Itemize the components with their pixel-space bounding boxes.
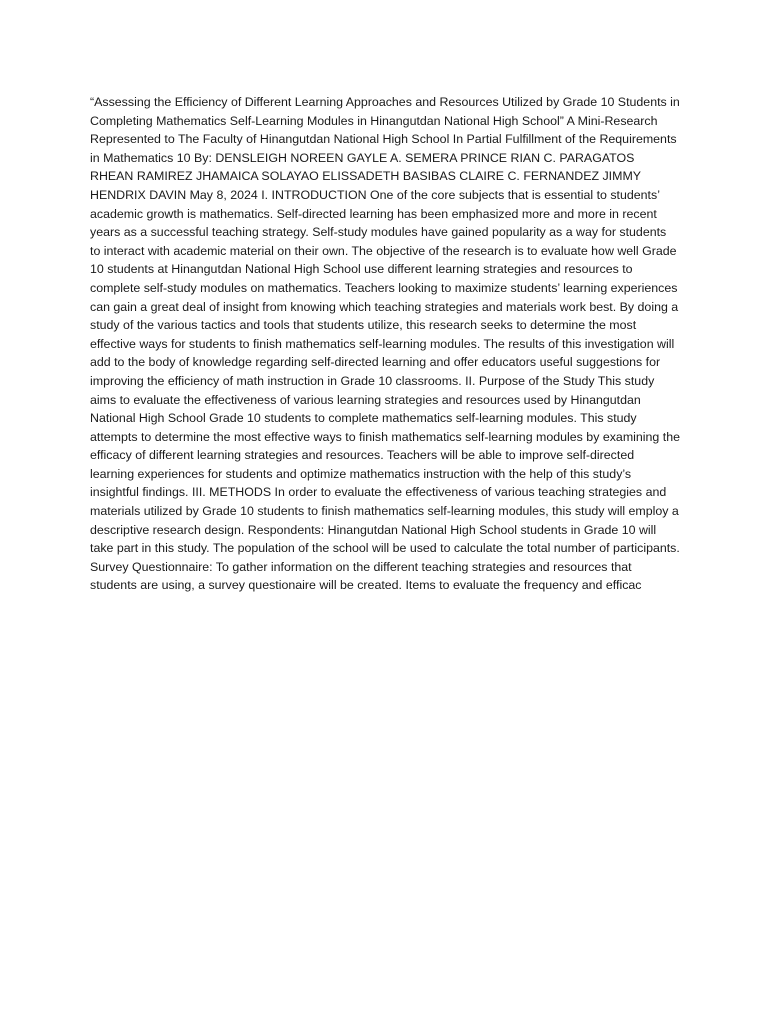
- document-body-text: “Assessing the Efficiency of Different Learning Approaches and Resources Utilized by Grade 10 Students in Completing Mathematics Self-Learning Modules in Hinangutdan National High School” A Mini-Research Represented to The Faculty of Hinangutdan National High School In Partial Fulfillment of the Requirements in Mathematics 10 By: DENSLEIGH NOREEN GAYLE A. SEMERA PRINCE RIAN C. PARAGATOS RHEAN RAMIREZ JHAMAICA SOLAYAO ELISSADETH BASIBAS CLAIRE C. FERNANDEZ JIMMY HENDRIX DAVIN May 8, 2024 I. INTRODUCTION One of the core subjects that is essential to students’ academic growth is mathematics. Self-directed learning has been emphasized more and more in recent years as a successful teaching strategy. Self-study modules have gained popularity as a way for students to interact with academic material on their own. The objective of the research is to evaluate how well Grade 10 students at Hinangutdan National High School use different learning strategies and resources to complete self-study modules on mathematics. Teachers looking to maximize students’ learning experiences can gain a great deal of insight from knowing which teaching strategies and materials work best. By doing a study of the various tactics and tools that students utilize, this research seeks to determine the most effective ways for students to finish mathematics self-learning modules. The results of this investigation will add to the body of knowledge regarding self-directed learning and offer educators useful suggestions for improving the efficiency of math instruction in Grade 10 classrooms. II. Purpose of the Study This study aims to evaluate the effectiveness of various learning strategies and resources used by Hinangutdan National High School Grade 10 students to complete mathematics self-learning modules. This study attempts to determine the most effective ways to finish mathematics self-learning modules by examining the efficacy of different learning strategies and resources. Teachers will be able to improve self-directed learning experiences for students and optimize mathematics instruction with the help of this study’s insightful findings. III. METHODS In order to evaluate the effectiveness of various teaching strategies and materials utilized by Grade 10 students to finish mathematics self-learning modules, this study will employ a descriptive research design. Respondents: Hinangutdan National High School students in Grade 10 will take part in this study. The population of the school will be used to calculate the total number of participants. Survey Questionnaire: To gather information on the different teaching strategies and resources that students are using, a survey questionaire will be created. Items to evaluate the frequency and efficac: [90, 95, 680, 593]
